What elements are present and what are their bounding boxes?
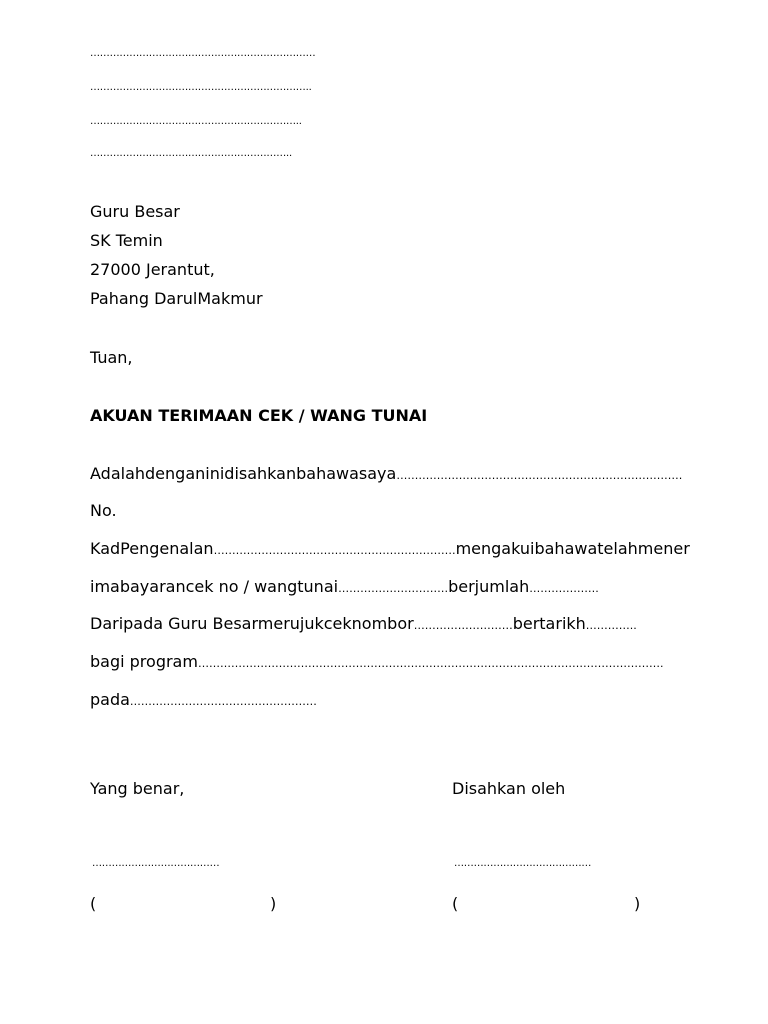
cheque-no-blank: ………………………… (338, 582, 449, 595)
ic-blank: ………………………………………………………… (213, 544, 456, 557)
amount-blank: ………………. (529, 582, 599, 595)
body-line-5 (90, 614, 637, 633)
signature-left-line: ………………………………… (92, 858, 220, 869)
body-line-4 (90, 577, 599, 596)
program-blank: ………………………………………………………………………………………………………………. (197, 657, 664, 670)
signature-left-close-paren: ) (270, 894, 277, 913)
body-line-3 (90, 539, 690, 558)
cheque-ref-blank: ……………………… (413, 619, 513, 632)
signature-left-open-paren: ( (90, 894, 97, 913)
name-blank: …………………………………………………………………… (396, 469, 683, 482)
body-line-3-text2: mengakuibahawatelahmener (455, 539, 690, 558)
sender-line-2: ………………………………………………………….. (90, 82, 312, 93)
body-line-3-text: KadPengenalan (90, 539, 214, 558)
on-blank: …………………………………………… (129, 695, 317, 708)
recipient-line-4: Pahang DarulMakmur (90, 289, 263, 308)
recipient-line-1: Guru Besar (90, 202, 180, 221)
body-line-4-text2: berjumlah (448, 577, 530, 596)
signature-right-close-paren: ) (634, 894, 641, 913)
body-line-5-text: Daripada Guru Besarmerujukceknombor (90, 614, 414, 633)
body-line-7-text: pada (90, 690, 130, 709)
signature-right-open-paren: ( (452, 894, 459, 913)
body-line-1 (90, 464, 682, 483)
sender-line-1: …………………………………………………………… (90, 48, 316, 59)
body-line-4-text: imabayarancek no / wangtunai (90, 577, 339, 596)
body-line-6-text: bagi program (90, 652, 198, 671)
document-title: AKUAN TERIMAAN CEK / WANG TUNAI (90, 406, 428, 425)
body-line-2: No. (90, 501, 117, 520)
sender-line-4: …………………………………………………….. (90, 148, 292, 159)
body-line-5-text2: bertarikh (512, 614, 586, 633)
body-line-1-text: Adalahdenganinidisahkanbahawasaya (90, 464, 397, 483)
body-line-6 (90, 652, 663, 671)
signature-left-label: Yang benar, (90, 779, 185, 798)
signature-right-label: Disahkan oleh (452, 779, 566, 798)
body-line-7 (90, 690, 317, 709)
signature-right-line: …………………………………… (454, 858, 592, 869)
date-blank: ………….. (585, 619, 637, 632)
sender-line-3: ……………………………………………………….. (90, 116, 302, 127)
recipient-line-3: 27000 Jerantut, (90, 260, 215, 279)
salutation: Tuan, (90, 348, 133, 367)
recipient-line-2: SK Temin (90, 231, 163, 250)
